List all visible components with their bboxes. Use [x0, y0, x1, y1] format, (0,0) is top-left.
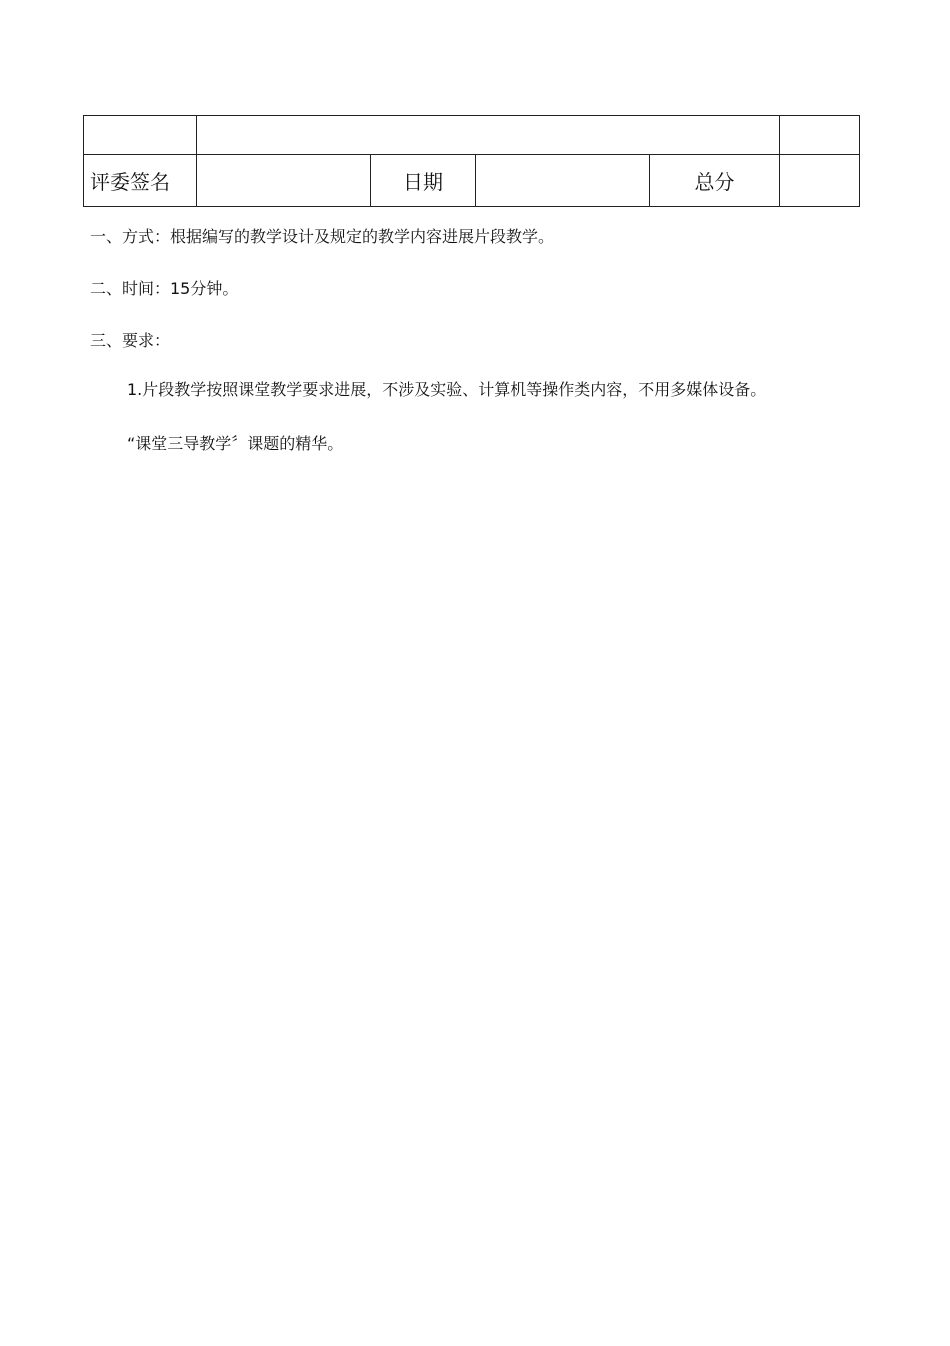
date-label: 日期: [371, 155, 476, 207]
requirements-heading: 三、要求：: [90, 331, 171, 350]
table-cell-empty-wide: [197, 116, 780, 155]
date-field: [476, 155, 650, 207]
total-score-field: [780, 155, 860, 207]
score-table: [83, 115, 860, 207]
signature-label: 评委签名: [84, 155, 197, 207]
time-line: 二、时间：15分钟。: [90, 279, 239, 298]
table-cell-empty: [780, 116, 860, 155]
table-cell-empty: [84, 116, 197, 155]
table-row-top: [84, 116, 860, 155]
total-score-label: 总分: [650, 155, 780, 207]
closing-line: “课堂三导教学〞课题的精华。: [127, 434, 344, 453]
method-line: 一、方式：根据编写的教学设计及规定的教学内容进展片段教学。: [90, 227, 555, 246]
requirement-item-1: 1.片段教学按照课堂教学要求进展，不涉及实验、计算机等操作类内容，不用多媒体设备。: [127, 380, 767, 399]
table-row-signature: [84, 155, 860, 207]
signature-field: [197, 155, 371, 207]
